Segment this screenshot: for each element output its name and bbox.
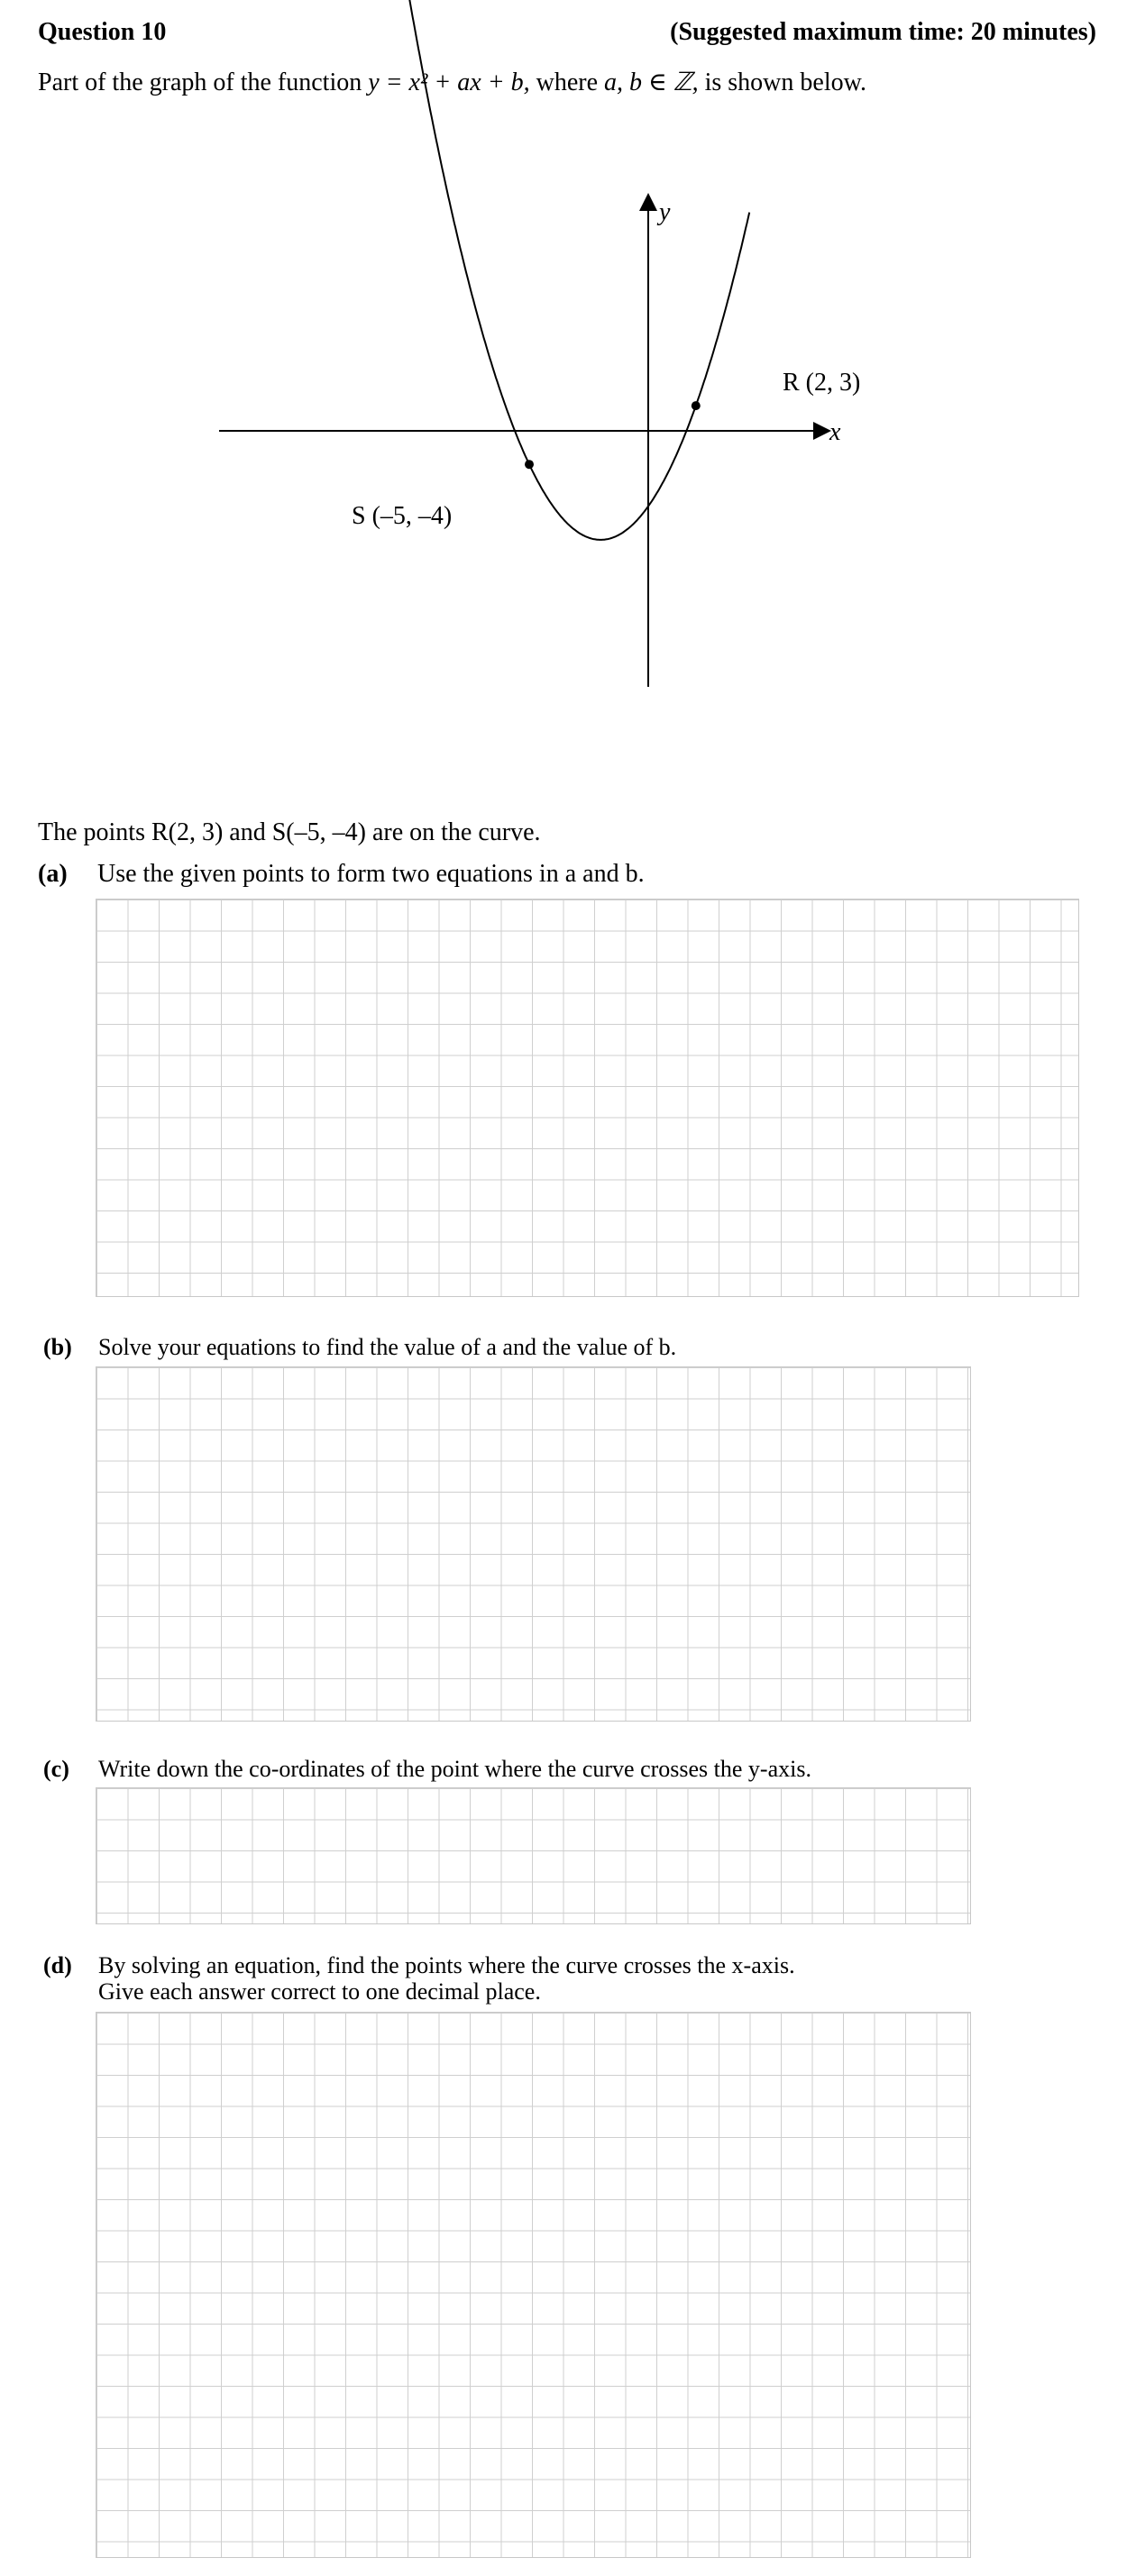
answer-grid-a[interactable] [96, 899, 1079, 1297]
intro-where: where [536, 69, 599, 96]
point-r-label: R (2, 3) [783, 369, 861, 397]
answer-grid-b[interactable] [96, 1366, 971, 1722]
parabola-curve [215, 0, 750, 540]
x-axis-label: x [829, 418, 841, 446]
part-d-label: (d) [43, 1952, 72, 1978]
point-r-dot [692, 401, 701, 410]
part-b [43, 1334, 677, 1361]
part-b-label: (b) [43, 1334, 72, 1360]
point-s-dot [525, 460, 534, 469]
intro-prefix: Part of the graph of the function [38, 69, 362, 96]
answer-grid-c[interactable] [96, 1787, 971, 1924]
part-a-text: Use the given points to form two equations in a and b. [97, 860, 645, 888]
answer-grid-d[interactable] [96, 2012, 971, 2558]
parabola-graph [0, 0, 1136, 721]
part-c-label: (c) [43, 1756, 69, 1782]
intro-domain: a, b ∈ ℤ, [604, 69, 699, 96]
part-c-text: Write down the co-ordinates of the point where the curve crosses the y-axis. [98, 1756, 811, 1782]
point-s-label: S (–5, –4) [352, 502, 453, 530]
y-axis-label: y [659, 198, 671, 226]
question-title: Question 10 [38, 18, 167, 46]
suggested-time: (Suggested maximum time: 20 minutes) [670, 18, 1096, 46]
part-d-text-line2: Give each answer correct to one decimal place. [98, 1978, 541, 2005]
part-d [43, 1952, 795, 2005]
points-statement: The points R(2, 3) and S(–5, –4) are on the curve. [38, 818, 541, 846]
part-a-label: (a) [38, 860, 68, 888]
intro-suffix: is shown below. [704, 69, 866, 96]
part-d-text-line1: By solving an equation, find the points where the curve crosses the x-axis. [98, 1952, 795, 1978]
intro-function: y = x² + ax + b, [368, 69, 530, 96]
part-c [43, 1756, 811, 1783]
part-a [38, 860, 645, 889]
part-b-text: Solve your equations to find the value of a and the value of b. [98, 1334, 677, 1360]
